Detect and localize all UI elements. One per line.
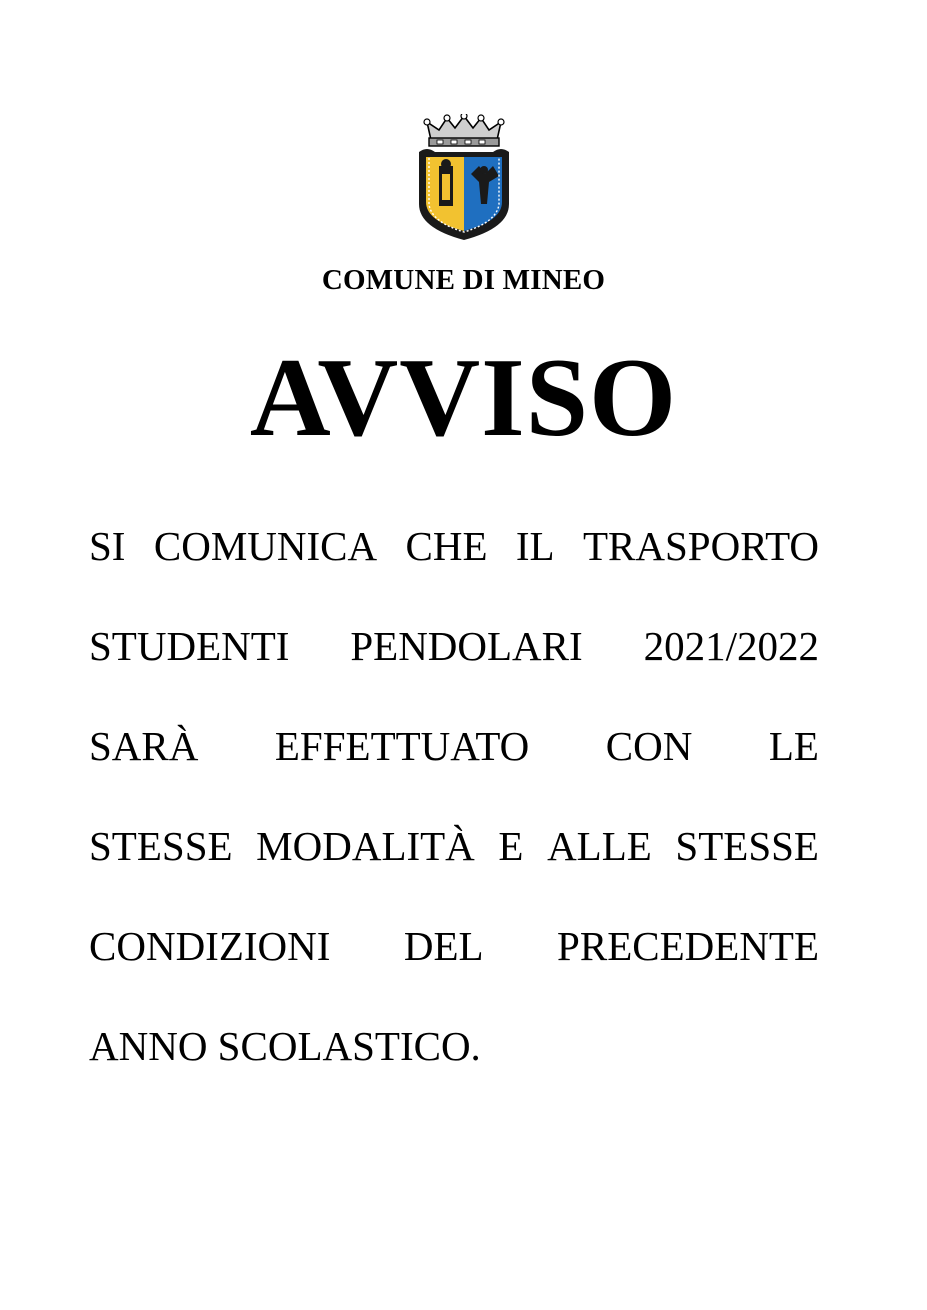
- word: EFFETTUATO: [274, 723, 530, 769]
- word: COMUNICA: [153, 523, 378, 569]
- notice-line: [89, 521, 819, 571]
- word: ALLE: [547, 823, 652, 869]
- word: CONDIZIONI: [89, 923, 331, 969]
- notice-line: [89, 721, 819, 771]
- word: SI: [89, 523, 126, 569]
- coat-of-arms-icon: [413, 114, 515, 242]
- municipality-name: COMUNE DI MINEO: [321, 264, 606, 296]
- word: 2021/2022: [643, 623, 819, 669]
- word: MODALITÀ: [256, 823, 475, 869]
- word: DEL: [403, 923, 484, 969]
- word: STUDENTI: [89, 623, 290, 669]
- notice-line: [89, 921, 819, 971]
- notice-body: [89, 521, 819, 1121]
- word: ANNO SCOLASTICO.: [89, 1023, 481, 1069]
- word: E: [498, 823, 524, 869]
- crown-icon: [424, 114, 504, 146]
- word: IL: [515, 523, 555, 569]
- word: LE: [768, 723, 819, 769]
- notice-line: [89, 1021, 819, 1071]
- word: PRECEDENTE: [557, 923, 819, 969]
- figure-emblem-icon: [439, 159, 453, 206]
- notice-line: [89, 621, 819, 671]
- coat-of-arms: [413, 114, 515, 242]
- word: STESSE: [675, 823, 819, 869]
- word: CON: [605, 723, 693, 769]
- notice-line: [89, 821, 819, 871]
- word: PENDOLARI: [350, 623, 583, 669]
- word: SARÀ: [89, 723, 199, 769]
- word: STESSE: [89, 823, 233, 869]
- word: CHE: [405, 523, 488, 569]
- notice-title: AVVISO: [249, 336, 678, 460]
- word: TRASPORTO: [582, 523, 819, 569]
